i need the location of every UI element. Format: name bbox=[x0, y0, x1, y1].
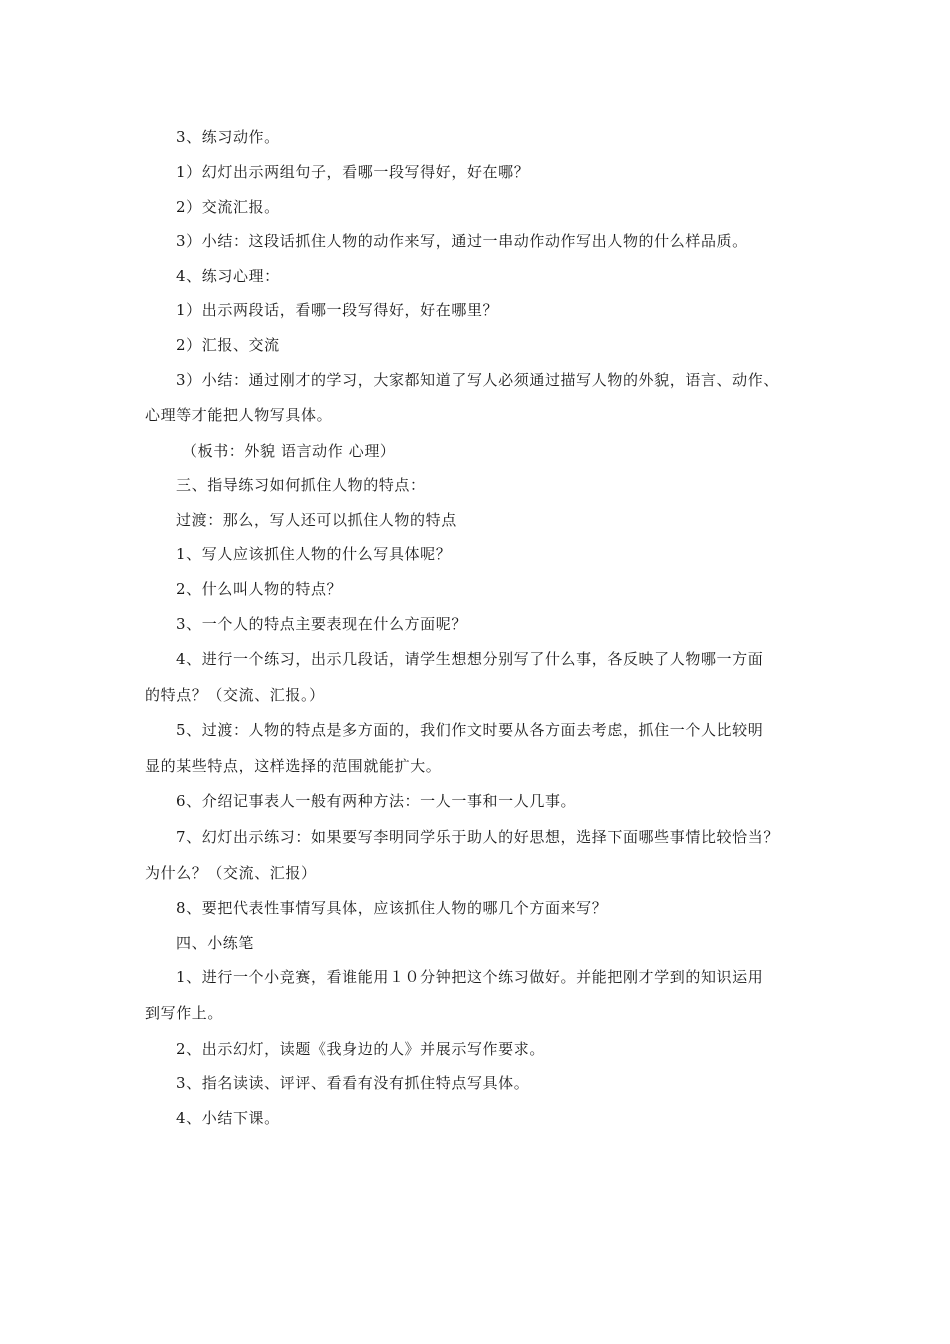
paragraph-line: 1、进行一个小竞赛，看谁能用１０分钟把这个练习做好。并能把刚才学到的知识运用 bbox=[176, 968, 764, 986]
paragraph-line: 过渡：那么，写人还可以抓住人物的特点 bbox=[176, 511, 457, 529]
paragraph-line: 1）幻灯出示两组句子，看哪一段写得好，好在哪？ bbox=[176, 163, 530, 181]
section-heading: 四、小练笔 bbox=[176, 934, 255, 952]
paragraph-line: 4、小结下课。 bbox=[176, 1109, 280, 1127]
board-note: （板书：外貌 语言动作 心理） bbox=[182, 442, 396, 460]
paragraph-line: 2）交流汇报。 bbox=[176, 198, 280, 216]
paragraph-line: 4、练习心理： bbox=[176, 267, 280, 285]
paragraph-line: 心理等才能把人物写具体。 bbox=[145, 406, 333, 424]
paragraph-line: 显的某些特点，这样选择的范围就能扩大。 bbox=[145, 757, 442, 775]
paragraph-line: 5、过渡：人物的特点是多方面的，我们作文时要从各方面去考虑，抓住一个人比较明 bbox=[176, 721, 764, 739]
paragraph-line: 1、写人应该抓住人物的什么写具体呢？ bbox=[176, 545, 452, 563]
paragraph-line: 为什么？（交流、汇报） bbox=[145, 864, 317, 882]
paragraph-line: 1）出示两段话，看哪一段写得好，好在哪里？ bbox=[176, 301, 499, 319]
paragraph-line: 的特点？（交流、汇报。） bbox=[145, 686, 325, 704]
paragraph-line: 3）小结：这段话抓住人物的动作来写，通过一串动作动作写出人物的什么样品质。 bbox=[176, 232, 748, 250]
paragraph-line: 2、出示幻灯，读题《我身边的人》并展示写作要求。 bbox=[176, 1040, 545, 1058]
section-heading: 三、指导练习如何抓住人物的特点： bbox=[176, 476, 426, 494]
paragraph-line: 3）小结：通过刚才的学习，大家都知道了写人必须通过描写人物的外貌，语言、动作、 bbox=[176, 371, 779, 389]
paragraph-line: 2、什么叫人物的特点？ bbox=[176, 580, 343, 598]
paragraph-line: 4、进行一个练习，出示几段话，请学生想想分别写了什么事，各反映了人物哪一方面 bbox=[176, 650, 764, 668]
paragraph-line: 2）汇报、交流 bbox=[176, 336, 280, 354]
paragraph-line: 3、指名读读、评评、看看有没有抓住特点写具体。 bbox=[176, 1074, 530, 1092]
paragraph-line: 3、练习动作。 bbox=[176, 128, 280, 146]
paragraph-line: 6、介绍记事表人一般有两种方法：一人一事和一人几事。 bbox=[176, 792, 577, 810]
paragraph-line: 8、要把代表性事情写具体，应该抓住人物的哪几个方面来写？ bbox=[176, 899, 608, 917]
paragraph-line: 7、幻灯出示练习：如果要写李明同学乐于助人的好思想，选择下面哪些事情比较恰当？ bbox=[176, 828, 779, 846]
paragraph-line: 3、一个人的特点主要表现在什么方面呢？ bbox=[176, 615, 467, 633]
paragraph-line: 到写作上。 bbox=[145, 1004, 224, 1022]
